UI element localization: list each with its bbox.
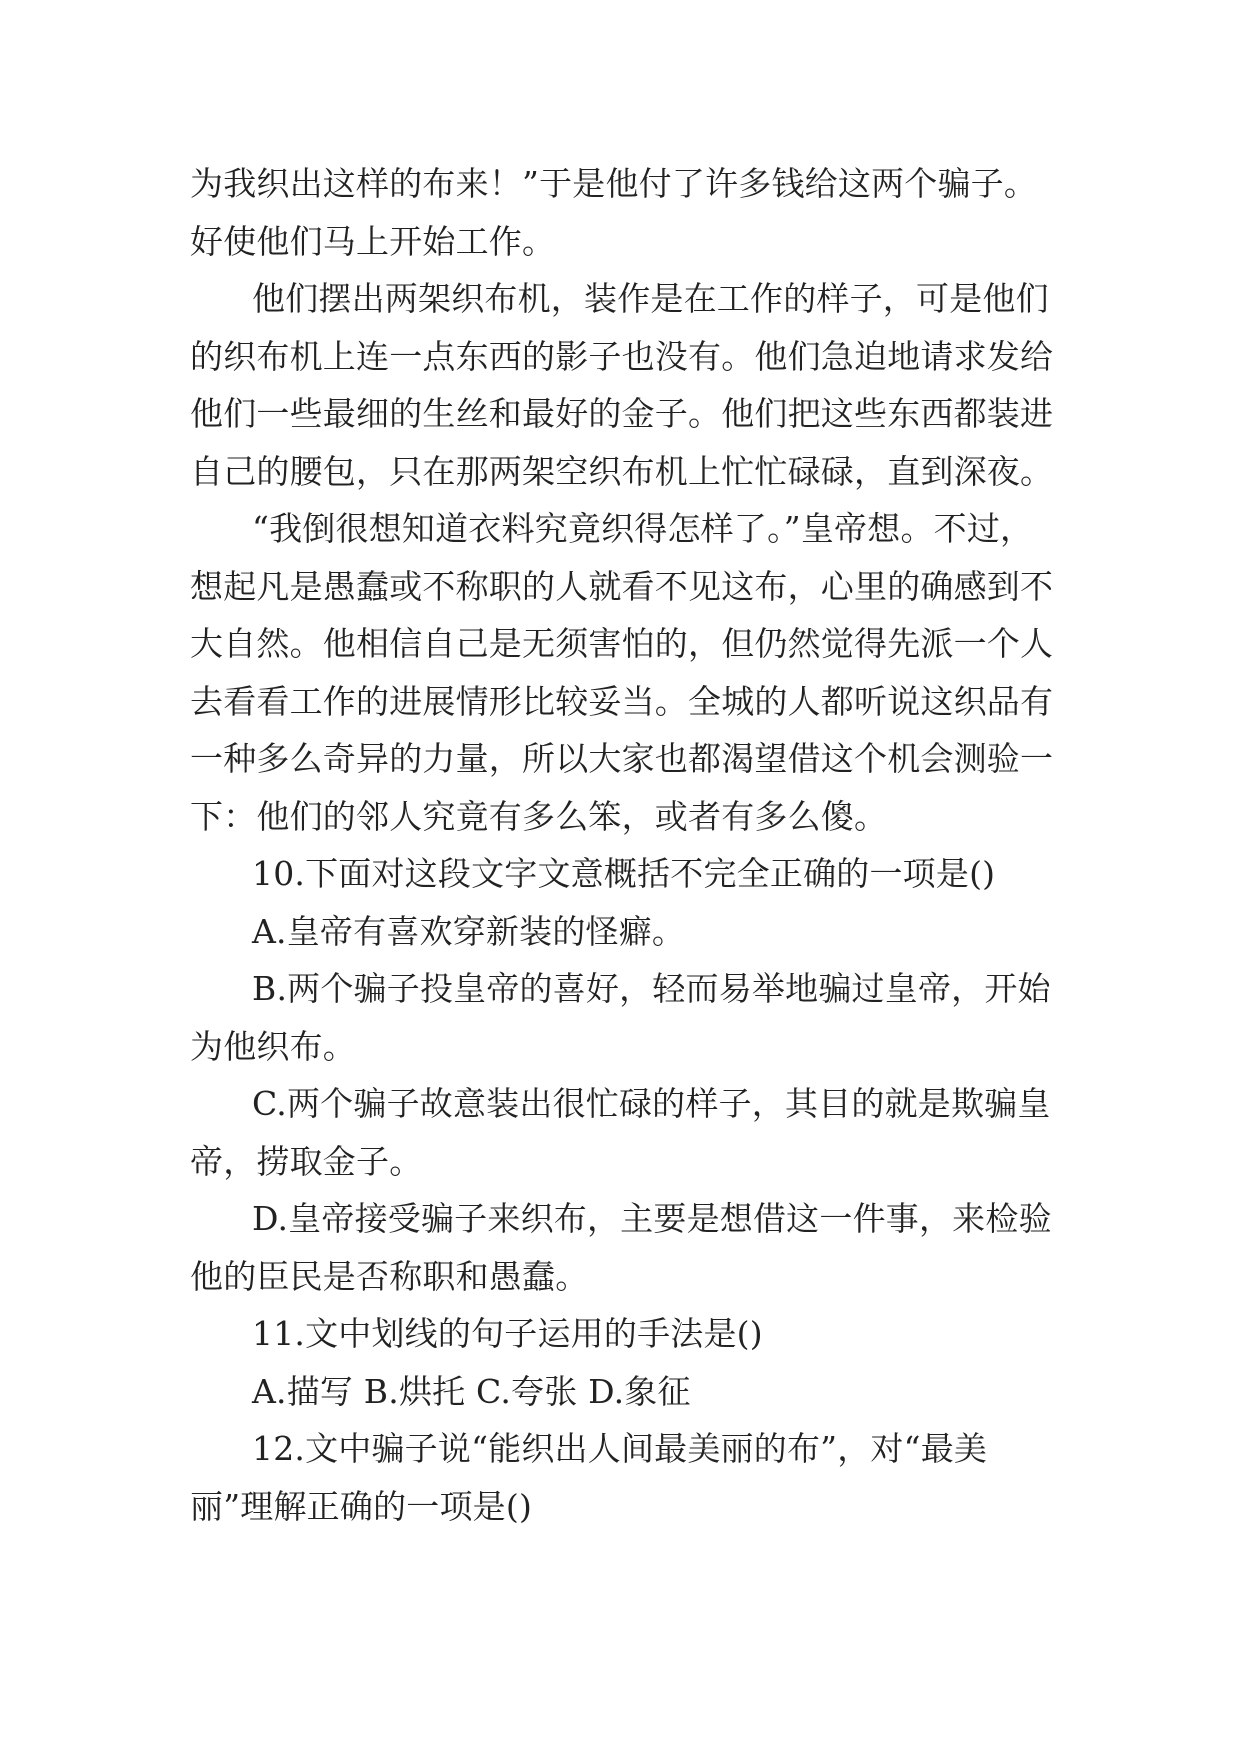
paragraph-continuation: 为我织出这样的布来！”于是他付了许多钱给这两个骗子。好使他们马上开始工作。: [190, 164, 1038, 261]
question-11: 11.文中划线的句子运用的手法是(): [252, 1314, 763, 1353]
paragraph-looms: 他们摆出两架织布机，装作是在工作的样子，可是他们的织布机上连一点东西的影子也没有。他们急迫地请求发给他们一些最细的生丝和最好的金子。他们把这些东西都装进自己的腰包，只在那两架空织布机上忙忙碌碌，直到深夜。: [190, 279, 1054, 491]
question-10-option-a: A.皇帝有喜欢穿新装的怪癖。: [252, 911, 686, 951]
question-10: 10.下面对这段文字文意概括不完全正确的一项是(): [252, 854, 996, 893]
question-12: 12.文中骗子说“能织出人间最美丽的布”，对“最美丽”理解正确的一项是(): [190, 1429, 988, 1526]
question-11-options: A.描写 B.烘托 C.夸张 D.象征: [252, 1371, 691, 1411]
paragraph-emperor-thought: “我倒很想知道衣料究竟织得怎样了。”皇帝想。不过，想起凡是愚蠢或不称职的人就看不见这布，心里的确感到不大自然。他相信自己是无须害怕的，但仍然觉得先派一个人去看看工作的进展情形比较妥当。全城的人都听说这织品有一种多么奇异的力量，所以大家也都渴望借这个机会测验一下：他们的邻人究竟有多么笨，或者有多么傻。: [190, 509, 1054, 836]
question-10-option-d: D.皇帝接受骗子来织布，主要是想借这一件事，来检验他的臣民是否称职和愚蠢。: [190, 1199, 1052, 1296]
question-10-option-c: C.两个骗子故意装出很忙碌的样子，其目的就是欺骗皇帝，捞取金子。: [190, 1084, 1051, 1181]
document-body: [190, 155, 1060, 1535]
question-10-option-b: B.两个骗子投皇帝的喜好，轻而易举地骗过皇帝，开始为他织布。: [190, 969, 1051, 1066]
